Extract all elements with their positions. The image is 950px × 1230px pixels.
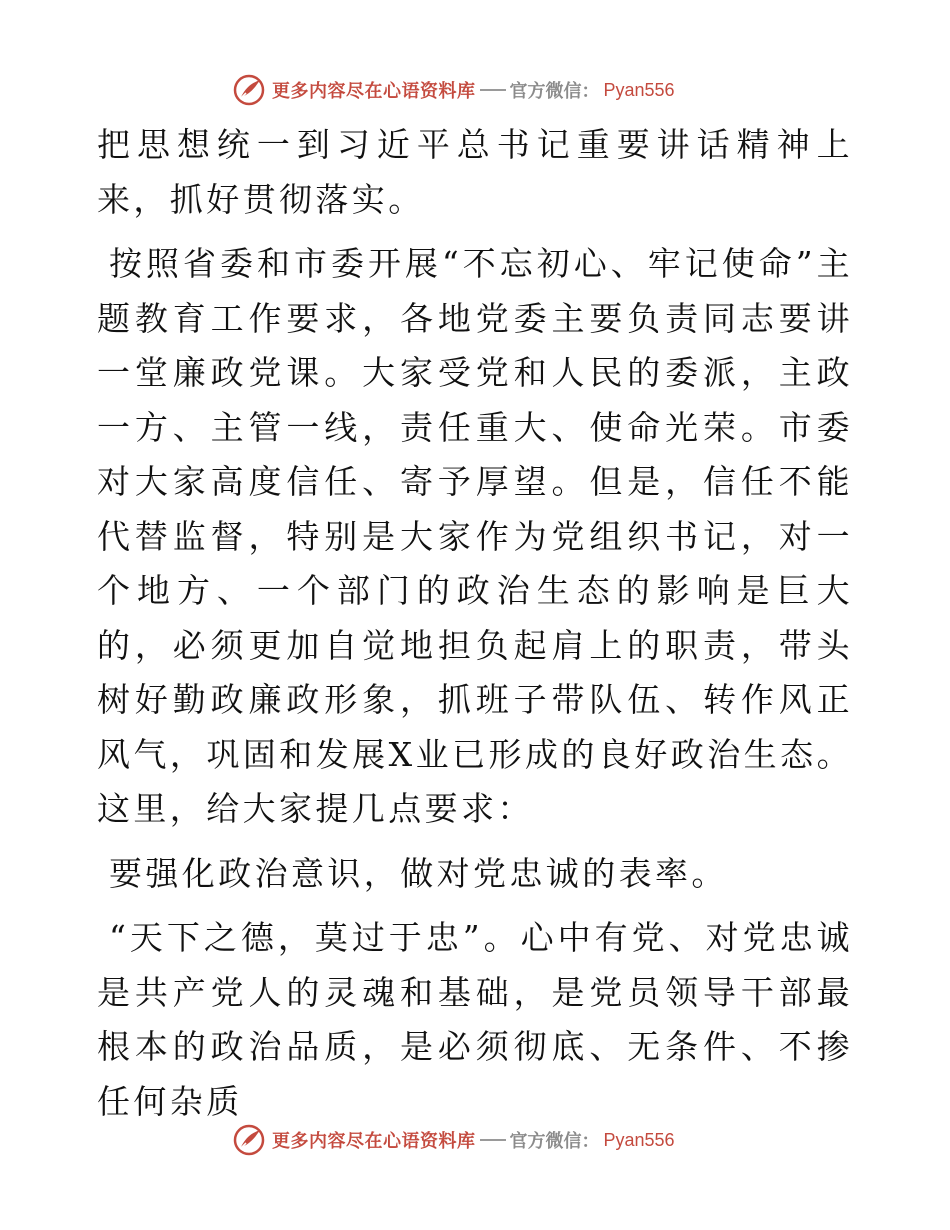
paragraph-2: 按照省委和市委开展“不忘初心、牢记使命”主题教育工作要求，各地党委主要负责同志要讲一堂廉政党课。大家受党和人民的委派，主政一方、主管一线，责任重大、使命光荣。市委对大家高度信任、寄予厚望。但是，信任不能代替监督，特别是大家作为党组织书记，对一个地方、一个部门的政治生态的影响是巨大的，必须更加自觉地担负起肩上的职责，带头树好勤政廉政形象，抓班子带队伍、转作风正风气，巩固和发展X业已形成的良好政治生态。这里，给大家提几点要求： [97, 244, 853, 828]
header-watermark [232, 72, 675, 108]
watermark-wechat-id: Pyan556 [603, 79, 675, 100]
paragraph-4: “天下之德，莫过于忠”。心中有党、对党忠诚是共产党人的灵魂和基础，是党员领导干部最根本的政治品质，是必须彻底、无条件、不掺任何杂质 [97, 918, 853, 1121]
document-body [97, 118, 853, 1129]
quill-logo-icon [232, 1123, 266, 1157]
watermark-dash [480, 89, 506, 91]
quill-logo-icon [232, 73, 266, 107]
footer-watermark [232, 1122, 675, 1158]
watermark-wechat-id: Pyan556 [603, 1129, 675, 1150]
paragraph-3: 要强化政治意识，做对党忠诚的表率。 [109, 853, 728, 893]
watermark-dash [480, 1139, 506, 1141]
watermark-text: 更多内容尽在心语资料库 [272, 1131, 476, 1152]
watermark-official-label: 官方微信： [509, 1131, 600, 1152]
watermark-official-label: 官方微信： [509, 81, 600, 102]
watermark-text: 更多内容尽在心语资料库 [272, 81, 476, 102]
paragraph-1: 把思想统一到习近平总书记重要讲话精神上来，抓好贯彻落实。 [97, 125, 853, 219]
